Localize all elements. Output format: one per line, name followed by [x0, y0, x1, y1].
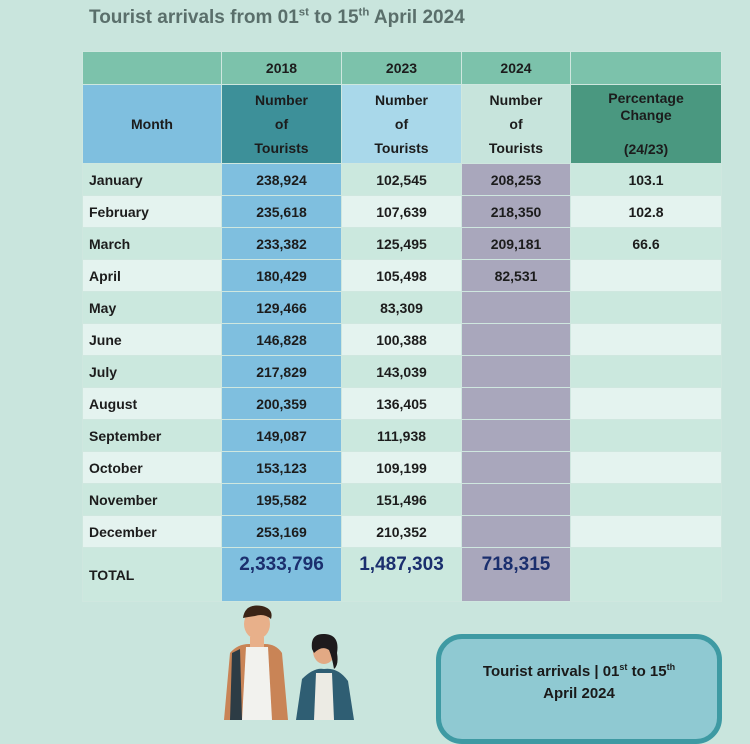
- table-row: [83, 452, 722, 484]
- tourists-2024-cell: 209,181: [462, 228, 571, 260]
- tourists-2023-cell: 100,388: [342, 324, 462, 356]
- table-row: [83, 292, 722, 324]
- tourists-2024-cell: 218,350: [462, 196, 571, 228]
- tourists-2018-cell: 238,924: [222, 164, 342, 196]
- tourists-2018-cell: 129,466: [222, 292, 342, 324]
- month-cell: December: [83, 516, 222, 548]
- tourists-2024-cell: 82,531: [462, 260, 571, 292]
- tourists-2024-cell: [462, 324, 571, 356]
- tourists-2023-cell: 136,405: [342, 388, 462, 420]
- percentage-change-cell: [571, 388, 722, 420]
- total-percentage: [571, 548, 722, 602]
- tourists-2023-cell: 151,496: [342, 484, 462, 516]
- tourists-2018-cell: 195,582: [222, 484, 342, 516]
- table-row: [83, 260, 722, 292]
- percentage-change-cell: 66.6: [571, 228, 722, 260]
- tourists-2018-cell: 149,087: [222, 420, 342, 452]
- tourists-2018-cell: 200,359: [222, 388, 342, 420]
- column-header-tourists-2018: Number of Tourists: [222, 85, 342, 164]
- month-cell: August: [83, 388, 222, 420]
- tourists-2024-cell: [462, 484, 571, 516]
- tourists-2023-cell: 210,352: [342, 516, 462, 548]
- year-header-blank: [83, 52, 222, 85]
- total-label: TOTAL: [83, 548, 222, 602]
- percentage-change-cell: 103.1: [571, 164, 722, 196]
- tourists-2024-cell: [462, 516, 571, 548]
- month-cell: September: [83, 420, 222, 452]
- tourists-2024-cell: 208,253: [462, 164, 571, 196]
- tourists-2018-cell: 233,382: [222, 228, 342, 260]
- tourists-2023-cell: 83,309: [342, 292, 462, 324]
- tourists-2018-cell: 217,829: [222, 356, 342, 388]
- tourists-2024-cell: [462, 452, 571, 484]
- column-header-row: [83, 85, 722, 164]
- year-header-2023: 2023: [342, 52, 462, 85]
- month-cell: June: [83, 324, 222, 356]
- tourists-2023-cell: 125,495: [342, 228, 462, 260]
- percentage-change-cell: [571, 292, 722, 324]
- percentage-change-cell: [571, 420, 722, 452]
- tourists-2018-cell: 146,828: [222, 324, 342, 356]
- month-cell: April: [83, 260, 222, 292]
- month-cell: November: [83, 484, 222, 516]
- total-2023: 1,487,303: [342, 548, 462, 602]
- total-2018: 2,333,796: [222, 548, 342, 602]
- table-row: [83, 484, 722, 516]
- percentage-change-cell: [571, 324, 722, 356]
- percentage-change-cell: [571, 516, 722, 548]
- table-row: [83, 516, 722, 548]
- percentage-change-cell: 102.8: [571, 196, 722, 228]
- month-cell: May: [83, 292, 222, 324]
- tourists-2023-cell: 111,938: [342, 420, 462, 452]
- percentage-change-cell: [571, 484, 722, 516]
- tourists-2024-cell: [462, 292, 571, 324]
- month-cell: July: [83, 356, 222, 388]
- tourists-2018-cell: 253,169: [222, 516, 342, 548]
- summary-card-title: Tourist arrivals | 01st to 15th April 2024: [482, 662, 676, 702]
- percentage-change-cell: [571, 356, 722, 388]
- table-row: [83, 324, 722, 356]
- total-2024: 718,315: [462, 548, 571, 602]
- table-row: [83, 228, 722, 260]
- tourists-2024-cell: [462, 356, 571, 388]
- column-header-tourists-2024: Number of Tourists: [462, 85, 571, 164]
- total-row: [83, 548, 722, 602]
- column-header-percentage-change: Percentage Change (24/23): [571, 85, 722, 164]
- tourists-2018-cell: 235,618: [222, 196, 342, 228]
- tourists-2023-cell: 102,545: [342, 164, 462, 196]
- page-title: Tourist arrivals from 01st to 15th April 2024: [89, 6, 465, 28]
- table-row: [83, 356, 722, 388]
- year-header-blank: [571, 52, 722, 85]
- tourist-couple-illustration: [210, 605, 360, 720]
- tourist-arrivals-table: [82, 51, 722, 602]
- percentage-change-cell: [571, 260, 722, 292]
- month-cell: February: [83, 196, 222, 228]
- percentage-change-cell: [571, 452, 722, 484]
- month-cell: January: [83, 164, 222, 196]
- table-row: [83, 196, 722, 228]
- table-row: [83, 164, 722, 196]
- column-header-tourists-2023: Number of Tourists: [342, 85, 462, 164]
- tourists-2023-cell: 105,498: [342, 260, 462, 292]
- table-row: [83, 388, 722, 420]
- tourists-2023-cell: 107,639: [342, 196, 462, 228]
- column-header-month: Month: [83, 85, 222, 164]
- tourists-2018-cell: 180,429: [222, 260, 342, 292]
- tourists-2023-cell: 109,199: [342, 452, 462, 484]
- year-header-2018: 2018: [222, 52, 342, 85]
- tourists-2018-cell: 153,123: [222, 452, 342, 484]
- year-header-row: [83, 52, 722, 85]
- table-row: [83, 420, 722, 452]
- year-header-2024: 2024: [462, 52, 571, 85]
- month-cell: October: [83, 452, 222, 484]
- month-cell: March: [83, 228, 222, 260]
- tourists-2024-cell: [462, 420, 571, 452]
- summary-card: [436, 634, 722, 744]
- tourists-2024-cell: [462, 388, 571, 420]
- tourists-2023-cell: 143,039: [342, 356, 462, 388]
